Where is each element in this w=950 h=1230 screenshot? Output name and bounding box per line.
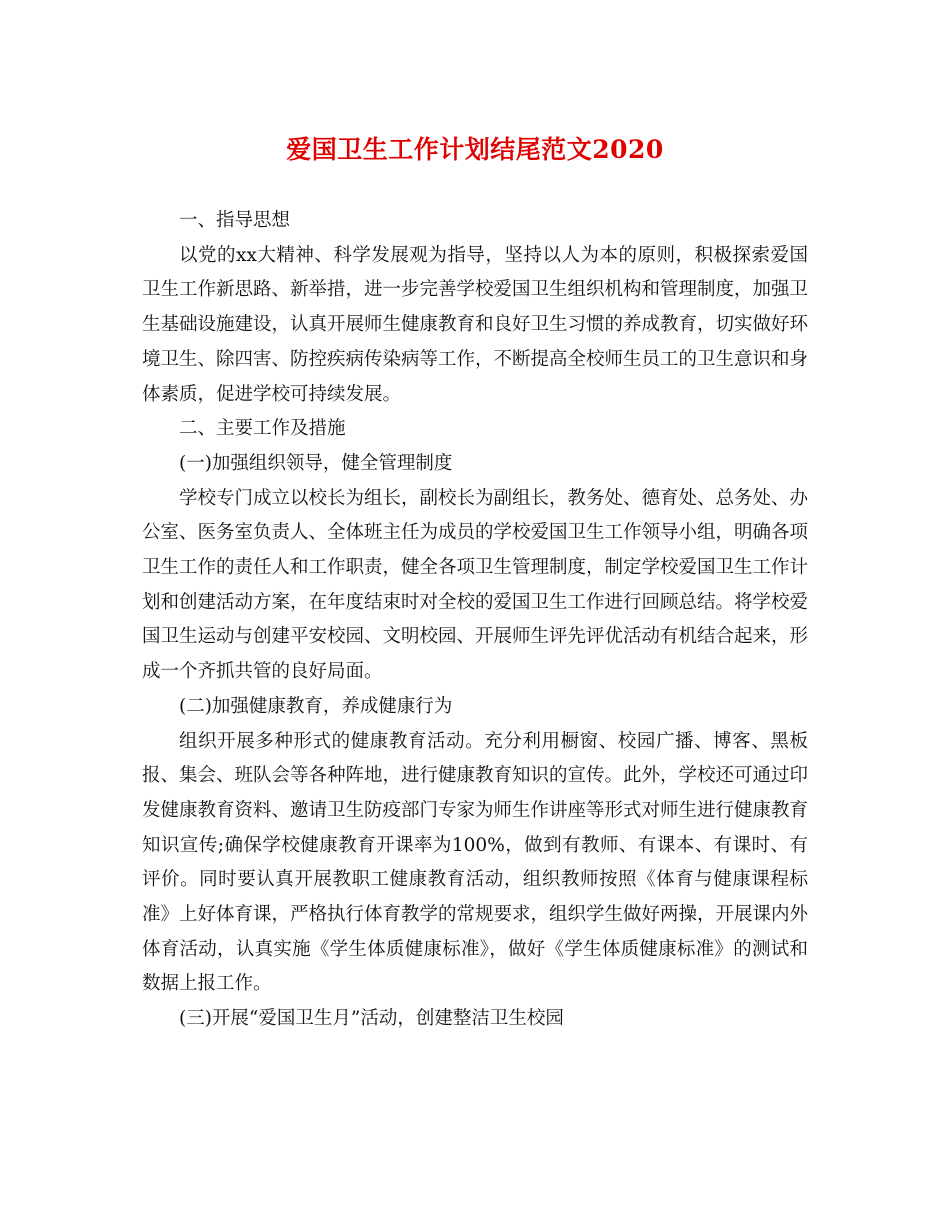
subheading-hygiene-month: (三)开展“爱国卫生月”活动，创建整洁卫生校园 — [179, 1008, 564, 1030]
section-heading-guiding-ideology: 一、指导思想 — [179, 210, 291, 231]
paragraph-organization: 学校专门成立以校长为组长，副校长为副组长，教务处、德育处、总务处、办公室、医务室负责人、全体班主任为成员的学校爱国卫生工作领导小组，明确各项卫生工作的责任人和工作职责，健全各项卫生管理制度，制定学校爱国卫生工作计划和创建活动方案，在年度结束时对全校的爱国卫生工作进行回顾总结。将学校爱国卫生运动与创建平安校园、文明校园、开展师生评先评优活动有机结合起来，形成一个齐抓共管的良好局面。 — [142, 487, 809, 683]
subheading-health-education: (二)加强健康教育，养成健康行为 — [179, 695, 453, 717]
section-heading-main-work: 二、主要工作及措施 — [179, 418, 346, 440]
paragraph-health-education: 组织开展多种形式的健康教育活动。充分利用橱窗、校园广播、博客、黑板报、集会、班队会等各种阵地，进行健康教育知识的宣传。此外，学校还可通过印发健康教育资料、邀请卫生防疫部门专家为师生作讲座等形式对师生进行健康教育知识宣传;确保学校健康教育开课率为100%，做到有教师、有课本、有课时、有评价。同时要认真开展教职工健康教育活动，组织教师按照《体育与健康课程标准》上好体育课，严格执行体育教学的常规要求，组织学生做好两操，开展课内外体育活动，认真实施《学生体质健康标准》，做好《学生体质健康标准》的测试和数据上报工作。 — [142, 730, 809, 995]
document-title: 爱国卫生工作计划结尾范文2020 — [286, 135, 664, 164]
paragraph-guiding-ideology: 以党的xx大精神、科学发展观为指导，坚持以人为本的原则，积极探索爱国卫生工作新思路、新举措，进一步完善学校爱国卫生组织机构和管理制度，加强卫生基础设施建设，认真开展师生健康教育和良好卫生习惯的养成教育，切实做好环境卫生、除四害、防控疾病传染病等工作，不断提高全校师生员工的卫生意识和身体素质，促进学校可持续发展。 — [142, 244, 809, 405]
document-body — [142, 204, 808, 1037]
subheading-organization: (一)加强组织领导，健全管理制度 — [179, 452, 453, 474]
